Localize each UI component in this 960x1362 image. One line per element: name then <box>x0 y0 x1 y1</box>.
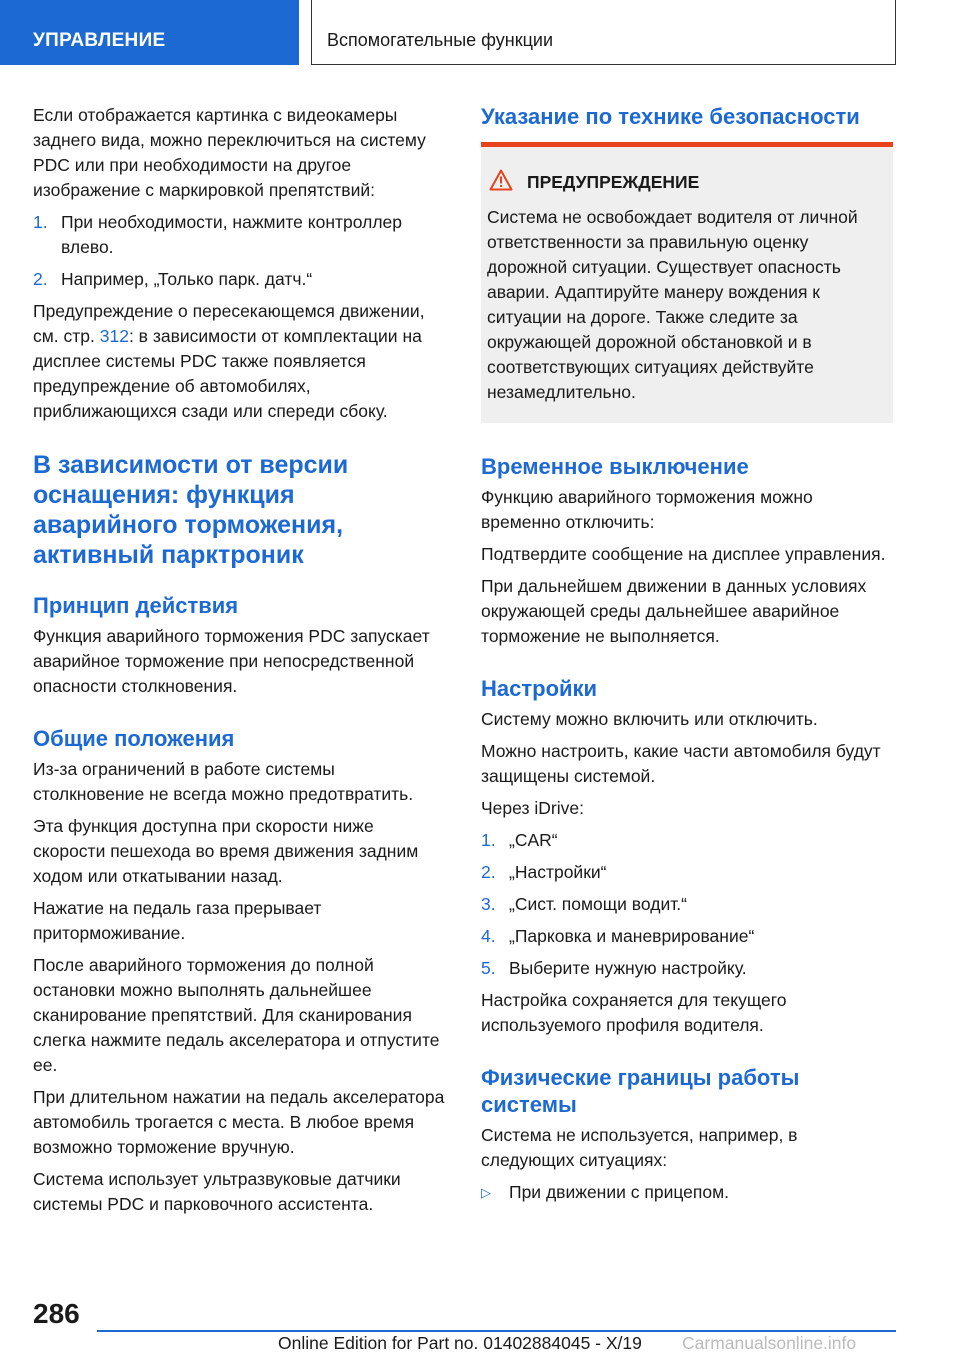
general-paragraph: При длительном нажатии на педаль акселератора автомобиль трогается с места. В любое время возможно торможение вручную. <box>33 1087 445 1157</box>
bullet-text: При движении с прицепом. <box>509 1182 730 1202</box>
principle-paragraph: Функция аварийного торможения PDC запускает аварийное торможение при непосредственной опасности столкновения. <box>33 626 430 696</box>
header-section-tab <box>0 0 299 65</box>
bullet-triangle-icon: ▷ <box>481 1185 491 1200</box>
general-paragraph: Нажатие на педаль газа прерывает приторможивание. <box>33 898 322 943</box>
left-column <box>33 103 445 1224</box>
list-item <box>481 1180 893 1205</box>
settings-steps <box>481 828 893 981</box>
step-number: 5. <box>481 958 496 978</box>
header-section-label: УПРАВЛЕНИЕ <box>33 30 166 51</box>
general-paragraph: Система использует ультразвуковые датчики системы PDC и парковочного ассистента. <box>33 1169 401 1214</box>
list-item <box>481 828 893 853</box>
step-number: 4. <box>481 926 496 946</box>
list-item <box>33 267 445 292</box>
intro-paragraph: Если отображается картинка с видеокамеры заднего вида, можно переключиться на систему PDC или при необходимости на другое изображение с маркировкой препятствий: <box>33 105 426 200</box>
temp-off-paragraph: Функцию аварийного торможения можно временно отключить: <box>481 487 813 532</box>
limits-paragraph: Система не используется, например, в следующих ситуациях: <box>481 1125 798 1170</box>
temp-off-paragraph: Подтвердите сообщение на дисплее управления. <box>481 544 886 564</box>
footer-divider <box>97 1330 896 1332</box>
general-paragraph: Из-за ограничений в работе системы столкновение не всегда можно предотвратить. <box>33 759 414 804</box>
page-number: 286 <box>33 1298 80 1329</box>
step-text: При необходимости, нажмите контроллер влево. <box>61 212 402 257</box>
general-paragraph: Эта функция доступна при скорости ниже скорости пешехода во время движения задним ходом или откатывании назад. <box>33 816 419 886</box>
footer-watermark: Carmanualsonline.info <box>682 1333 857 1353</box>
list-item <box>481 956 893 981</box>
step-text: Выберите нужную настройку. <box>509 958 747 978</box>
temp-off-paragraph: При дальнейшем движении в данных условиях окружающей среды дальнейшее аварийное торможение не выполняется. <box>481 576 867 646</box>
limits-heading: Физические границы работы системы <box>481 1065 800 1117</box>
header-chapter-tab <box>311 0 896 65</box>
warning-title: ПРЕДУПРЕЖДЕНИЕ <box>527 172 700 192</box>
general-heading: Общие положения <box>33 726 235 751</box>
header-chapter-label: Вспомогательные функции <box>327 30 554 50</box>
settings-paragraph: Систему можно включить или отключить. <box>481 709 818 729</box>
right-column <box>481 103 893 1212</box>
step-number: 2. <box>33 269 48 289</box>
warning-triangle-icon <box>489 169 527 196</box>
step-text: „Настройки“ <box>509 862 607 882</box>
warning-box <box>481 147 893 423</box>
list-item <box>33 210 445 260</box>
temp-off-heading: Временное выключение <box>481 454 749 479</box>
warning-text: Система не освобождает водителя от личной ответственности за правильную оценку дорожной ситуации. Существует опасность аварии. Адаптируйте манеру вождения к ситуации на дороге. Также следите за окружающей дорожной обстановкой и в соответствующих ситуациях действуйте незамедлительно. <box>487 207 858 402</box>
settings-heading: Настройки <box>481 676 598 701</box>
step-text: Например, „Только парк. датч.“ <box>61 269 313 289</box>
paragraph-text: : в зависимости от комплектации на дисплее системы PDC также появляется предупреждение об автомобилях, приближающихся сзади или спереди сбоку. <box>33 326 422 421</box>
step-text: „Сист. помощи водит.“ <box>509 894 687 914</box>
step-number: 2. <box>481 862 496 882</box>
list-item <box>481 892 893 917</box>
settings-paragraph: Через iDrive: <box>481 798 584 818</box>
cross-traffic-paragraph <box>33 299 445 424</box>
footer-edition: Online Edition for Part no. 01402884045 - X/19 <box>278 1333 642 1353</box>
list-item <box>481 924 893 949</box>
general-paragraph: После аварийного торможения до полной остановки можно выполнять дальнейшее сканирование препятствий. Для сканирования слегка нажмите педаль акселератора и отпустите ее. <box>33 955 440 1075</box>
step-number: 3. <box>481 894 496 914</box>
paragraph-text: Предупреждение о пересекающемся движении, см. стр. <box>33 301 425 346</box>
step-number: 1. <box>33 212 48 232</box>
step-text: „Парковка и маневрирование“ <box>509 926 755 946</box>
step-text: „CAR“ <box>509 830 558 850</box>
list-item <box>481 860 893 885</box>
warning-title-row <box>487 169 887 196</box>
safety-heading: Указание по технике безопасности <box>481 104 860 129</box>
step-number: 1. <box>481 830 496 850</box>
page-reference-link[interactable]: 312 <box>99 326 129 346</box>
settings-paragraph: Можно настроить, какие части автомобиля будут защищены системой. <box>481 741 881 786</box>
settings-note: Настройка сохраняется для текущего используемого профиля водителя. <box>481 990 787 1035</box>
principle-heading: Принцип действия <box>33 593 239 618</box>
limits-list <box>481 1180 893 1205</box>
main-heading: В зависимости от версии оснащения: функция аварийного торможения, активный парктроник <box>33 451 349 569</box>
intro-steps <box>33 210 445 292</box>
